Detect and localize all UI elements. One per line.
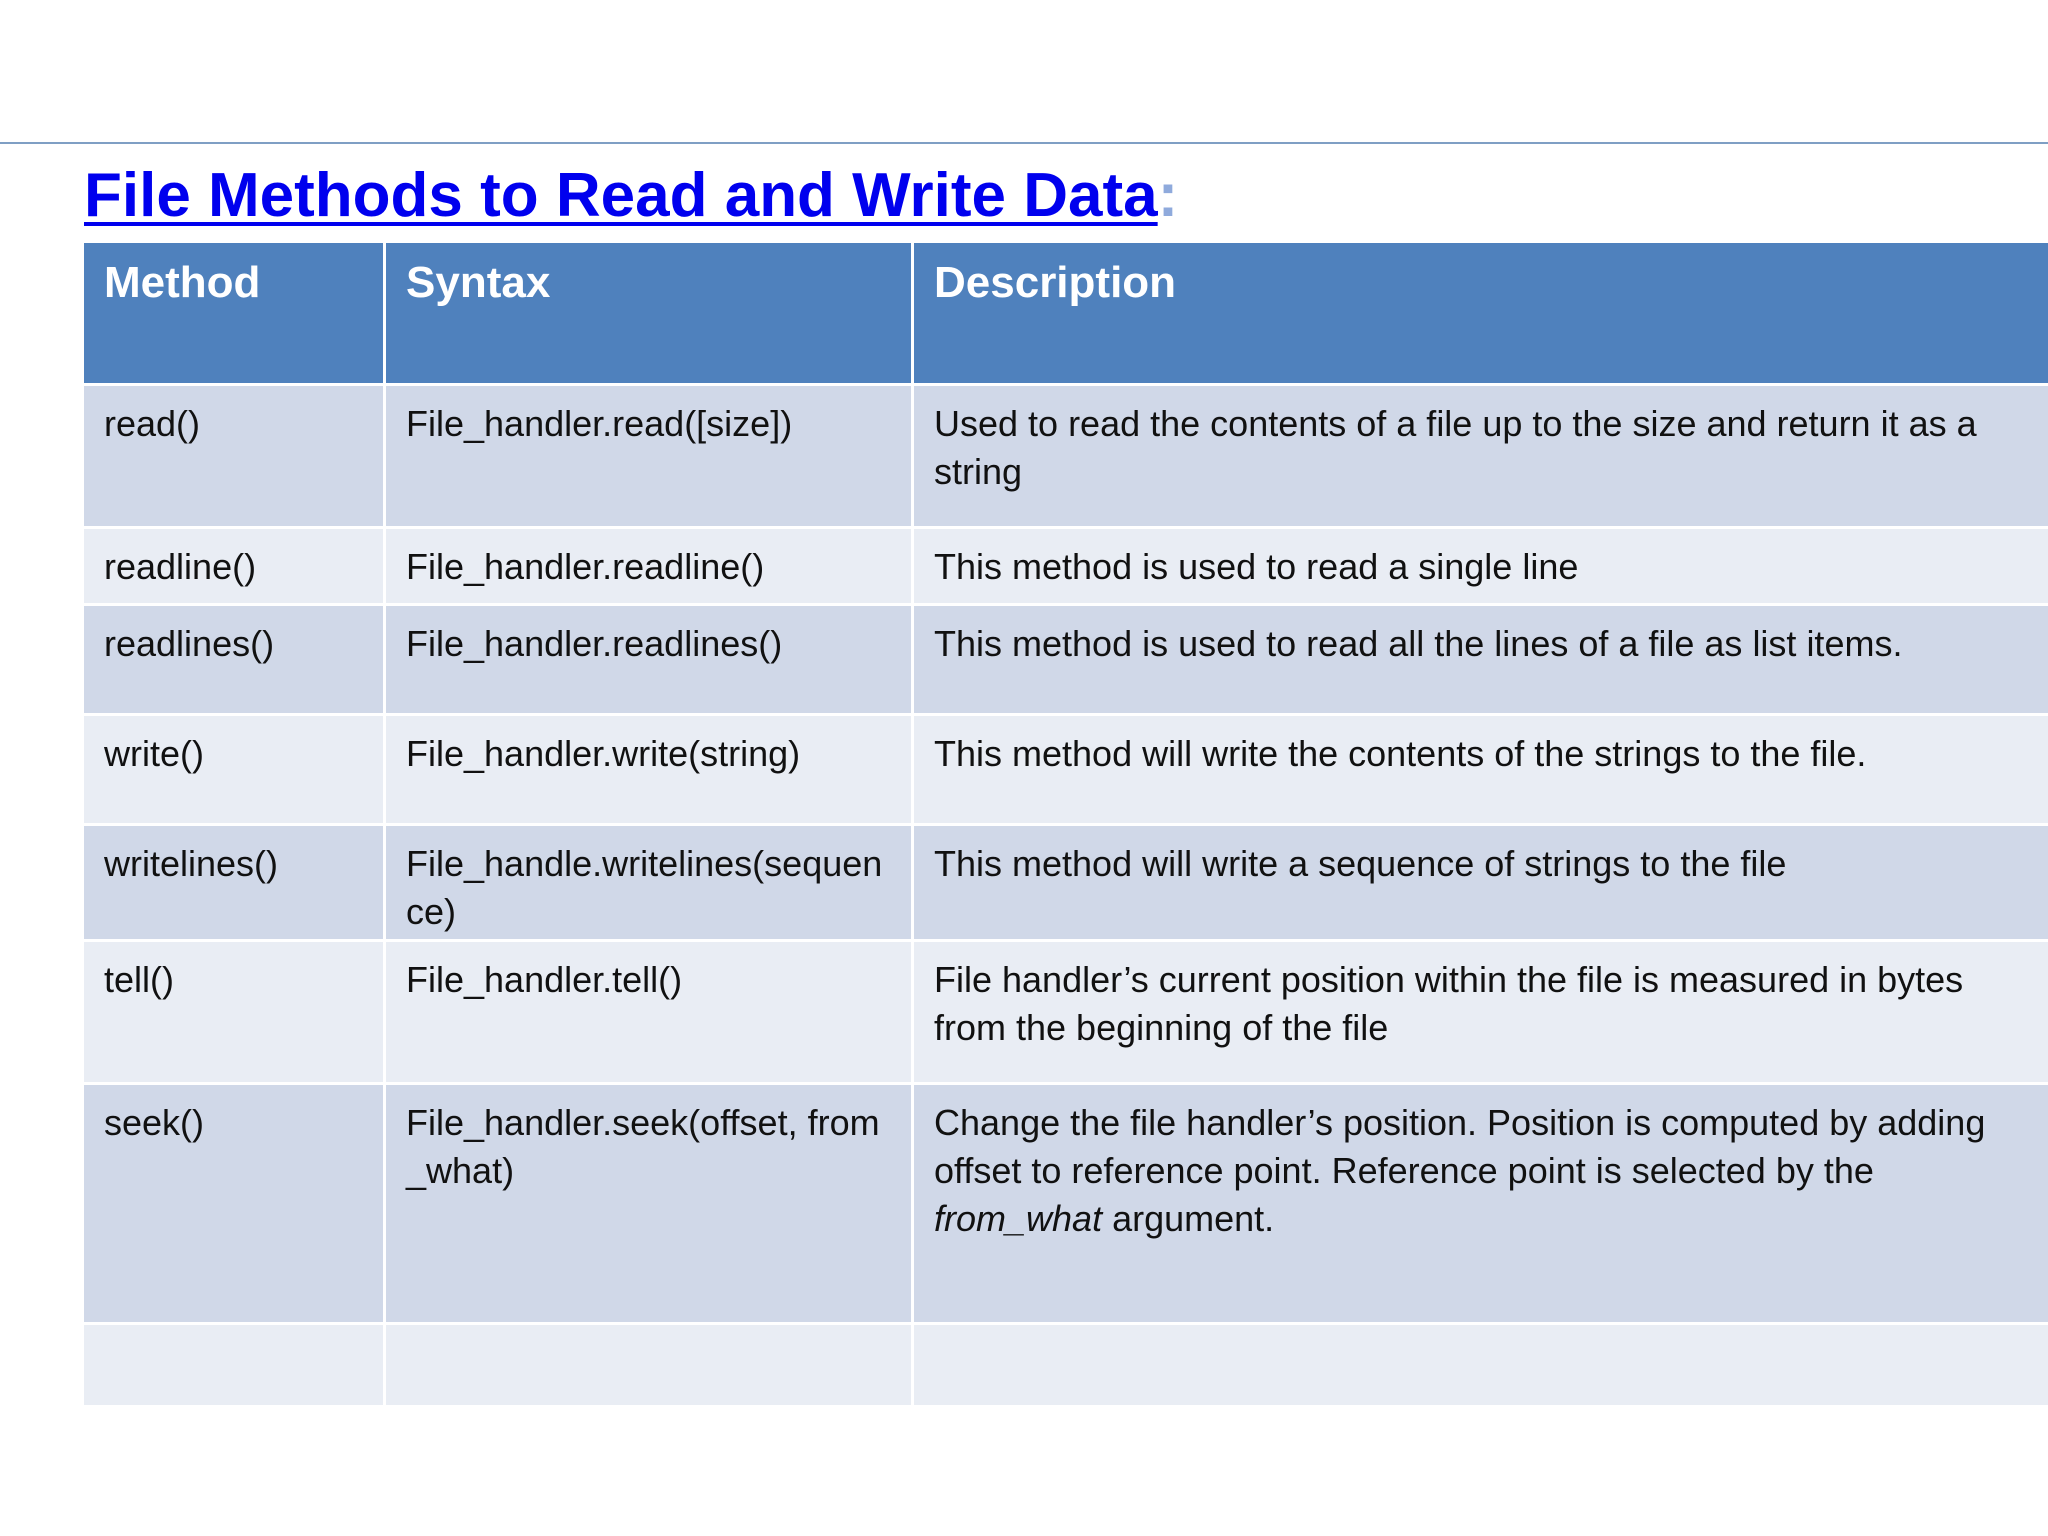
method-cell: write() bbox=[83, 715, 385, 825]
description-cell bbox=[913, 1084, 2048, 1324]
slide-title-link[interactable]: File Methods to Read and Write Data bbox=[84, 161, 1158, 230]
description-cell: This method will write a sequence of strings to the file bbox=[913, 825, 2048, 941]
method-cell: readlines() bbox=[83, 605, 385, 715]
method-cell: readline() bbox=[83, 528, 385, 605]
syntax-cell: File_handler.read([size]) bbox=[385, 385, 913, 528]
table-row bbox=[83, 385, 2048, 528]
header-syntax: Syntax bbox=[385, 242, 913, 385]
table-row bbox=[83, 941, 2048, 1084]
slide-title-colon: : bbox=[1157, 161, 1179, 230]
syntax-cell: File_handler.tell() bbox=[385, 941, 913, 1084]
method-cell: tell() bbox=[83, 941, 385, 1084]
description-cell: Used to read the contents of a file up to the size and return it as a string bbox=[913, 385, 2048, 528]
description-cell: This method will write the contents of the strings to the file. bbox=[913, 715, 2048, 825]
top-divider-line bbox=[0, 142, 2048, 144]
syntax-cell bbox=[385, 1324, 913, 1407]
table-header-row bbox=[83, 242, 2048, 385]
description-emphasis: from_what bbox=[934, 1198, 1103, 1239]
method-cell bbox=[83, 1324, 385, 1407]
description-cell: This method is used to read a single line bbox=[913, 528, 2048, 605]
header-description: Description bbox=[913, 242, 2048, 385]
syntax-cell: File_handler.seek(offset, from_what) bbox=[385, 1084, 913, 1324]
syntax-cell: File_handler.readlines() bbox=[385, 605, 913, 715]
method-cell: read() bbox=[83, 385, 385, 528]
description-cell: This method is used to read all the lines of a file as list items. bbox=[913, 605, 2048, 715]
table-row bbox=[83, 715, 2048, 825]
syntax-cell: File_handle.writelines(sequence) bbox=[385, 825, 913, 941]
file-methods-table bbox=[81, 240, 2048, 1408]
table-row bbox=[83, 1084, 2048, 1324]
table-row bbox=[83, 528, 2048, 605]
header-method: Method bbox=[83, 242, 385, 385]
syntax-cell: File_handler.readline() bbox=[385, 528, 913, 605]
description-cell bbox=[913, 1324, 2048, 1407]
table-row bbox=[83, 605, 2048, 715]
syntax-cell: File_handler.write(string) bbox=[385, 715, 913, 825]
method-cell: writelines() bbox=[83, 825, 385, 941]
description-text-end: argument. bbox=[1102, 1198, 1275, 1239]
description-text: Change the file handler’s position. Position is computed by adding offset to reference point. Reference point is selected by the bbox=[934, 1102, 1986, 1191]
table-row-empty bbox=[83, 1324, 2048, 1407]
method-cell: seek() bbox=[83, 1084, 385, 1324]
slide-title bbox=[84, 160, 1178, 232]
description-cell: File handler’s current position within the file is measured in bytes from the beginning of the file bbox=[913, 941, 2048, 1084]
table-row bbox=[83, 825, 2048, 941]
